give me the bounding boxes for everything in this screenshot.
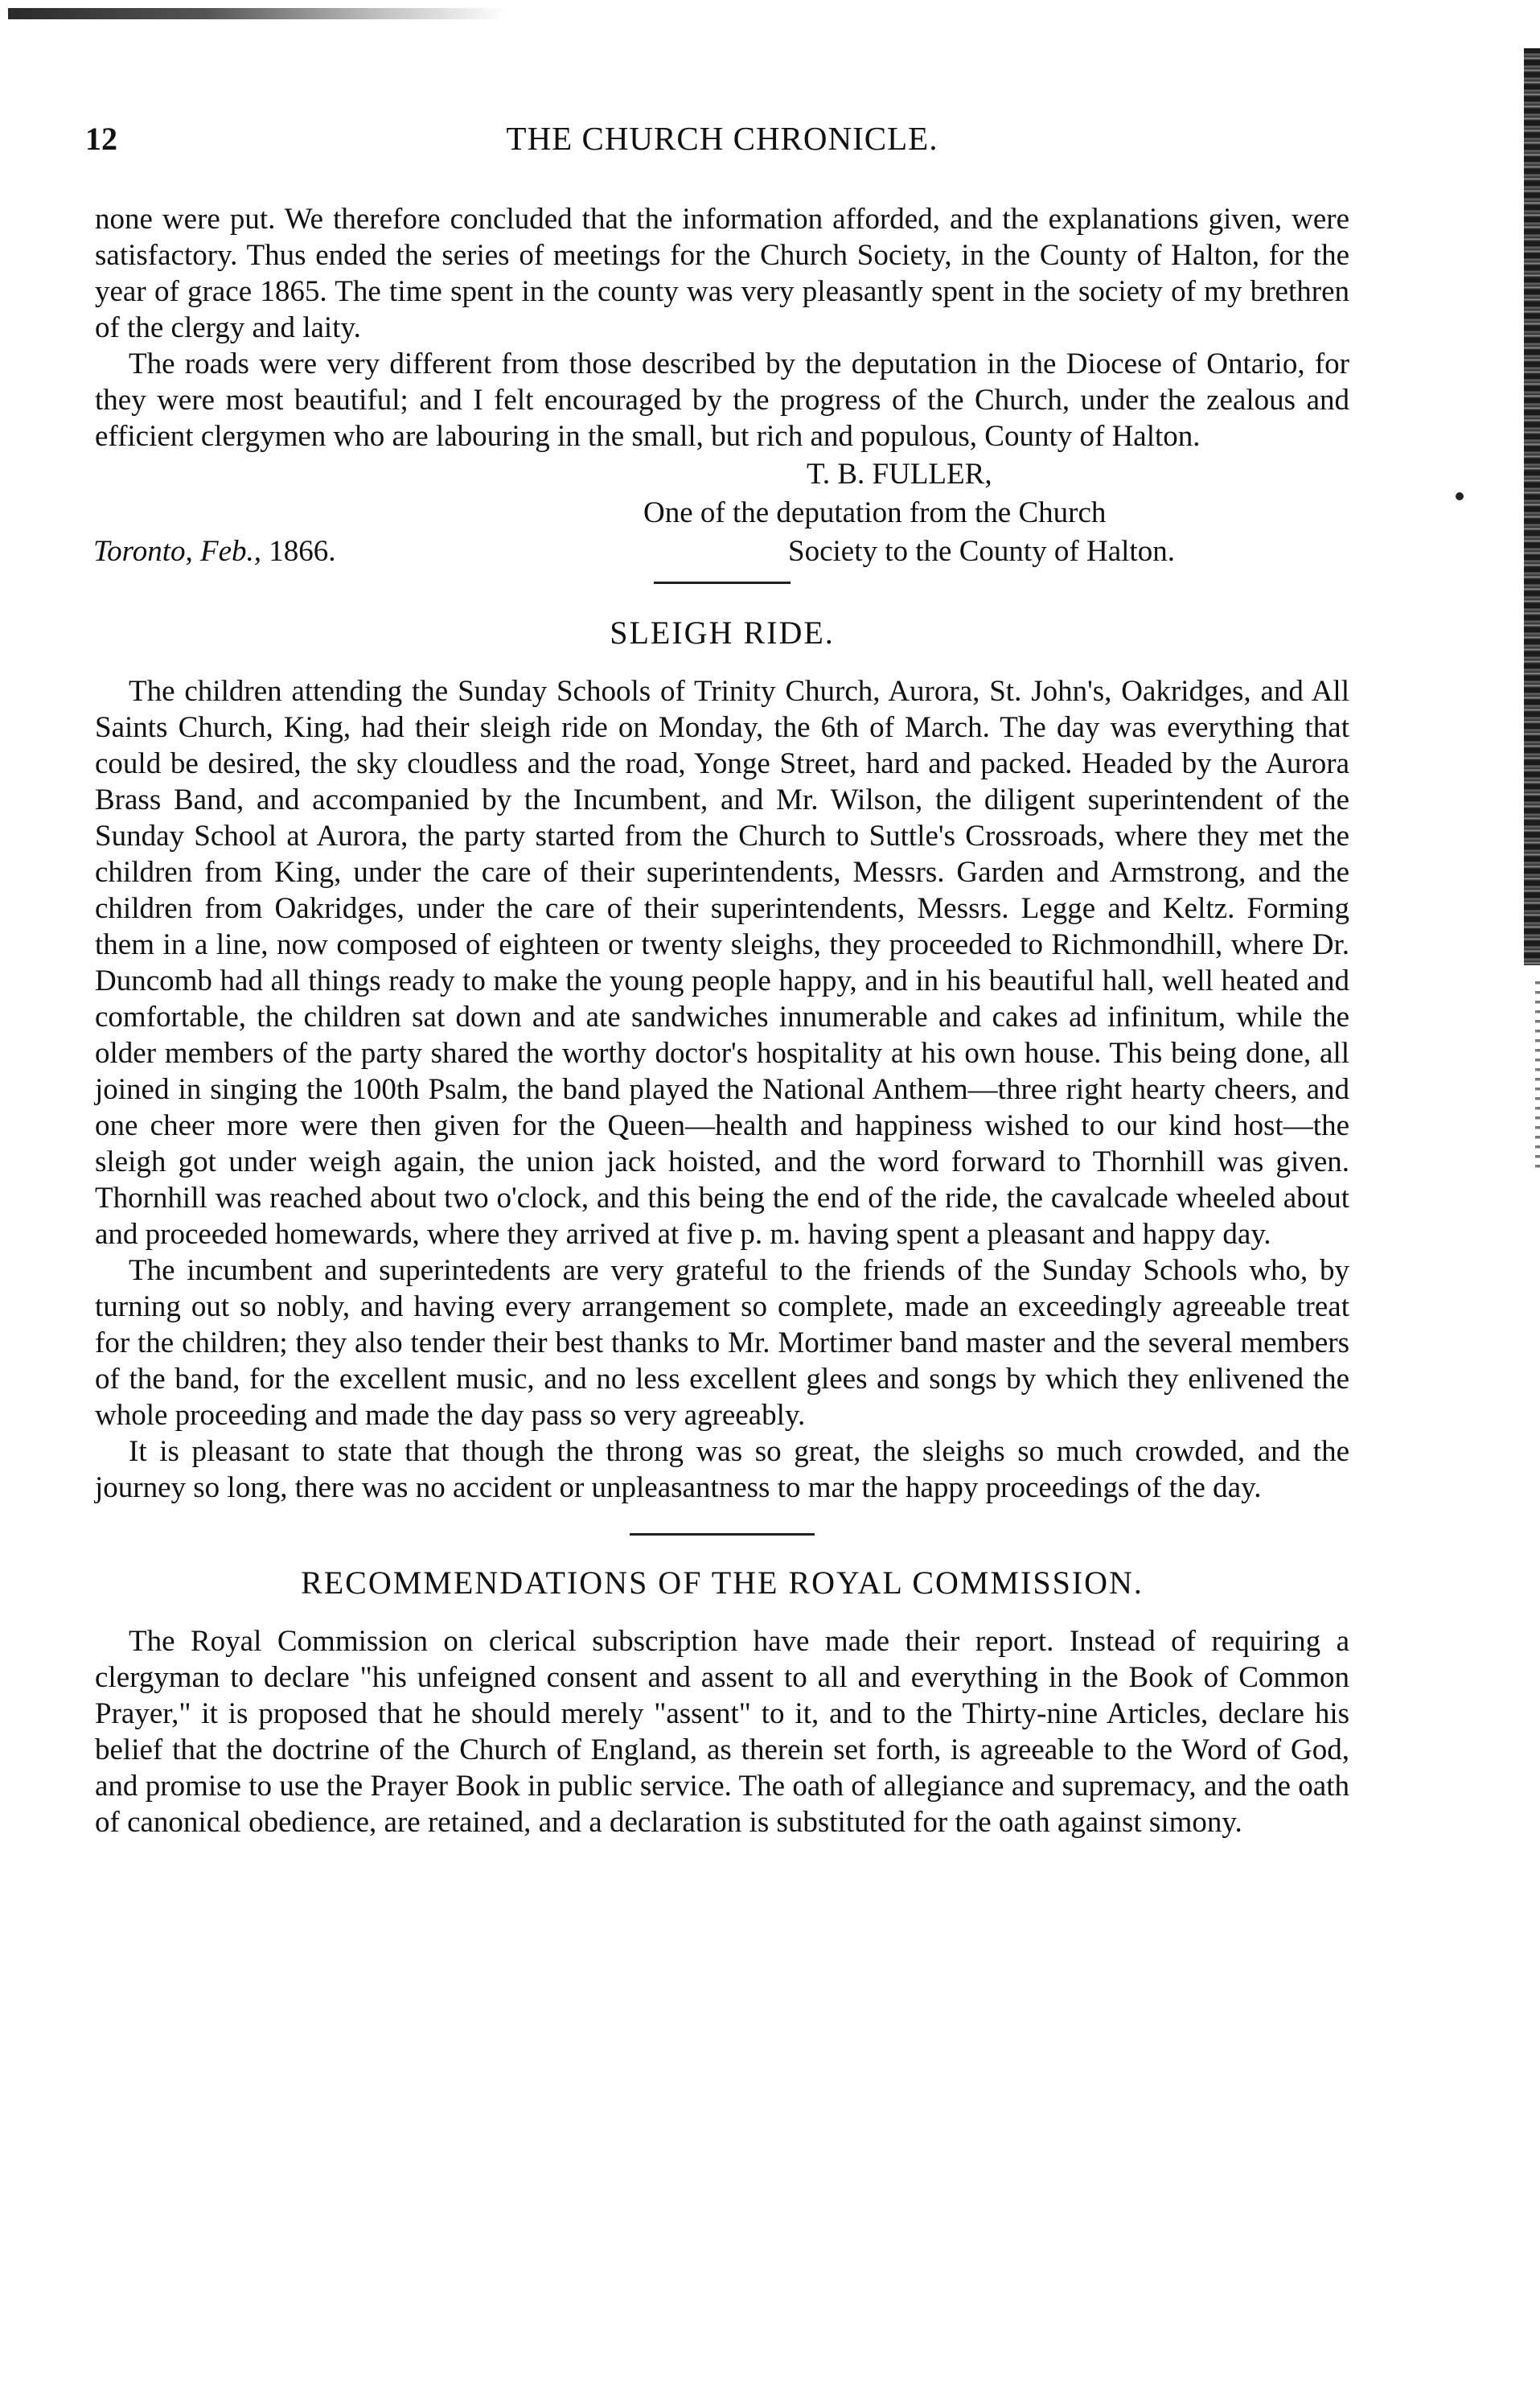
section-title: RECOMMENDATIONS OF THE ROYAL COMMISSION. bbox=[301, 1565, 1144, 1601]
paragraph: The children attending the Sunday Schools of Trinity Church, Aurora, St. John's, Oakridges, and All Saints Church, King, had their sleigh ride on Monday, the 6th of March. The day was everything that could be desired, the sky cloudless and the road, Yonge Street, hard and packed. Headed by the Aurora Brass Band, and accompanied by the Incumbent, and Mr. Wilson, the diligent superintendent of the Sunday School at Aurora, the party started from the Church to Suttle's Crossroads, where they met the children from King, under the care of their superintendents, Messrs. Garden and Armstrong, and the children from Oakridges, under the care of their superintendents, Messrs. Legge and Keltz. Forming them in a line, now composed of eighteen or twenty sleighs, they proceeded to Richmondhill, where Dr. Duncomb had all things ready to make the young people happy, and in his beautiful hall, well heated and comfortable, the children sat down and ate sandwiches innumerable and cakes ad infinitum, while the older members of the party shared the worthy doctor's hospitality at his own house. This being done, all joined in singing the 100th Psalm, the band played the National Anthem—three right hearty cheers, and one cheer more were then given for the Queen—health and happiness wished to our kind host—the sleigh got under weigh again, the union jack hoisted, and the word forward to Thornhill was given. Thornhill was reached about two o'clock, and this being the end of the ride, the cavalcade wheeled about and proceeded homewards, where they arrived at five p. m. having spent a pleasant and happy day. bbox=[95, 675, 1349, 1251]
dateline-year: 1866. bbox=[269, 535, 336, 568]
paragraph: It is pleasant to state that though the throng was so great, the sleighs so much crowded, and the journey so long, there was no accident or unpleasantness to mar the happy proceedings of the day. bbox=[95, 1435, 1349, 1504]
scan-artifact-top bbox=[8, 8, 507, 19]
signature-block bbox=[95, 456, 1349, 577]
page-edge-marks bbox=[1535, 981, 1540, 1174]
section-divider bbox=[630, 1533, 815, 1536]
section-title: SLEIGH RIDE. bbox=[610, 615, 835, 651]
paragraph: The roads were very different from those described by the deputation in the Diocese of Ontario, for they were most beautiful; and I felt encouraged by the progress of the Church, under the zealous and efficient clergymen who are labouring in the small, but rich and populous, County of Halton. bbox=[95, 347, 1349, 453]
dateline-place: Toronto, Feb., bbox=[93, 535, 262, 568]
paragraph: The incumbent and superintedents are very grateful to the friends of the Sunday Schools who, by turning out so nobly, and having every arrangement so complete, made an exceedingly agreeable treat for the children; they also tender their best thanks to Mr. Mortimer band master and the several members of the band, for the excellent music, and no less excellent glees and songs by which they enlivened the whole proceeding and made the day pass so very agreeably. bbox=[95, 1254, 1349, 1432]
signature-title-line: Society to the County of Halton. bbox=[788, 535, 1175, 568]
page-edge-shadow bbox=[1524, 48, 1540, 965]
page-header bbox=[85, 120, 1349, 169]
paragraph: none were put. We therefore concluded that the information afforded, and the explanations given, were satisfactory. Thus ended the series of meetings for the Church Society, in the County of Halton, for the year of grace 1865. The time spent in the county was very pleasantly spent in the society of my brethren of the clergy and laity. bbox=[95, 203, 1349, 344]
article-church-society bbox=[95, 201, 1349, 584]
signature-title-line: One of the deputation from the Church bbox=[643, 496, 1107, 529]
ink-speck bbox=[1456, 492, 1464, 500]
paragraph: The Royal Commission on clerical subscription have made their report. Instead of requiring a clergyman to declare "his unfeigned consent and assent to all and everything in the Book of Common Prayer," it is proposed that he should merely "assent" to it, and to the Thirty-nine Articles, declare his belief that the doctrine of the Church of England, as therein set forth, is agreeable to the Word of God, and promise to use the Prayer Book in public service. The oath of allegiance and supremacy, and the oath of canonical obedience, are retained, and a declaration is substituted for the oath against simony. bbox=[95, 1625, 1349, 1839]
dateline bbox=[93, 533, 336, 569]
page-number: 12 bbox=[85, 121, 117, 157]
article-sleigh-ride bbox=[95, 615, 1349, 1536]
running-head: THE CHURCH CHRONICLE. bbox=[506, 120, 938, 157]
article-royal-commission bbox=[95, 1565, 1349, 1840]
page-body bbox=[85, 120, 1349, 1840]
section-divider bbox=[654, 582, 791, 584]
signature-name: T. B. FULLER, bbox=[807, 458, 992, 491]
